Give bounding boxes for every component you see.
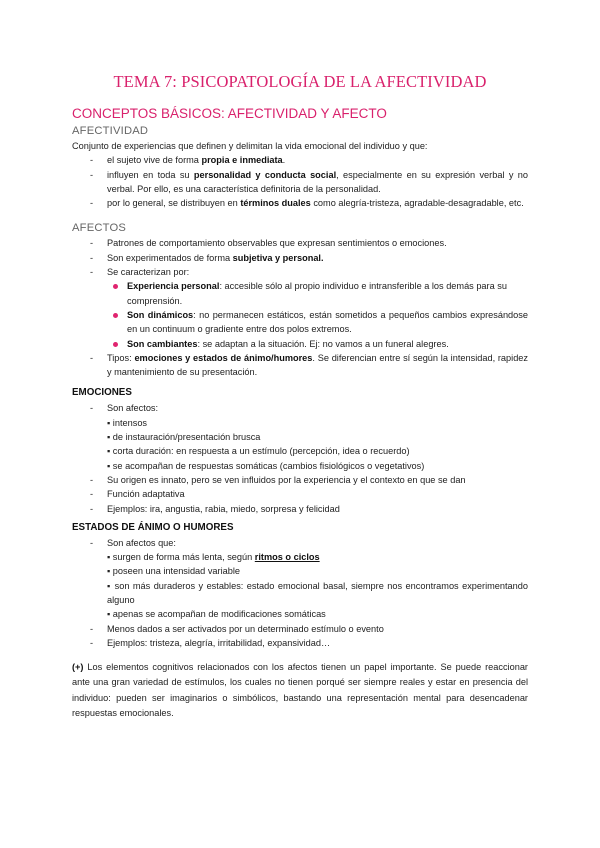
afectos-list: [72, 236, 528, 279]
bullet-item: Son cambiantes: se adaptan a la situación. Ej: no vamos a un funeral alegres.: [72, 337, 528, 351]
bullet-dot-icon: [113, 342, 118, 347]
bullet-item: Son dinámicos: no permanecen estáticos, están sometidos a pequeños cambios expresándose en un continuum o gradiente entre dos polos extremos.: [72, 308, 528, 337]
section-heading-conceptos: CONCEPTOS BÁSICOS: AFECTIVIDAD Y AFECTO: [72, 106, 387, 121]
list-item: - Su origen es innato, pero se ven influidos por la experiencia y el contexto en que se dan: [90, 474, 466, 485]
afectos-characteristics: [72, 279, 528, 350]
subheading-estados: ESTADOS DE ÁNIMO O HUMORES: [72, 521, 234, 533]
estados-subitem: ▪ poseen una intensidad variable: [107, 566, 240, 577]
list-item: - influyen en toda su personalidad y conducta social, especialmente en su expresión verbal y no verbal. Por ello, es una característica definitoria de la personalidad.: [90, 169, 528, 194]
list-item: - Patrones de comportamiento observables que expresan sentimientos o emociones.: [90, 238, 447, 249]
emociones-subitem: ▪ de instauración/presentación brusca: [107, 432, 261, 443]
bullet-dot-icon: [113, 284, 118, 289]
list-item: - Son experimentados de forma subjetiva y personal.: [90, 252, 324, 263]
list-item: - Son afectos:: [90, 403, 159, 414]
list-item: - por lo general, se distribuyen en términos duales como alegría-tristeza, agradable-desagradable, etc.: [90, 198, 524, 209]
note-mark: (+): [72, 662, 84, 673]
cognitive-note: (+) Los elementos cognitivos relacionados con los afectos tienen un papel importante. Se puede reaccionar ante una gran variedad de estímulos, los cuales no tienen porqué ser siempre reales y estar en presencia del individuo: pueden ser imaginarios o simbólicos, bastando una representación mental para desencadenar respuestas emocionales.: [72, 662, 528, 718]
list-item: - Ejemplos: ira, angustia, rabia, miedo, sorpresa y felicidad: [90, 503, 340, 514]
afectos-tipos: [72, 351, 528, 380]
bullet-item: Experiencia personal: accesible sólo al propio individuo e intransferible a los demás para su comprensión.: [72, 279, 528, 308]
emociones-subitem: ▪ se acompañan de respuestas somáticas (cambios fisiológicos o vegetativos): [107, 460, 425, 471]
emociones-subitem: ▪ intensos: [107, 417, 148, 428]
list-item: - Menos dados a ser activados por un determinado estímulo o evento: [90, 623, 384, 634]
list-item: - el sujeto vive de forma propia e inmediata.: [90, 155, 286, 166]
afectividad-intro: Conjunto de experiencias que definen y delimitan la vida emocional del individuo y que:: [72, 141, 428, 151]
list-item: - Ejemplos: tristeza, alegría, irritabilidad, expansividad…: [90, 637, 331, 648]
bullet-dot-icon: [113, 313, 118, 318]
estados-list: [72, 536, 528, 550]
list-item: - Función adaptativa: [90, 489, 185, 500]
list-item: - Se caracterizan por:: [90, 267, 190, 278]
emociones-list: [72, 401, 528, 415]
estados-list-2: [72, 622, 528, 651]
subheading-emociones: EMOCIONES: [72, 387, 132, 399]
emociones-list-2: [72, 473, 528, 516]
list-item: - Tipos: emociones y estados de ánimo/humores. Se diferencian entre sí según la intensidad, rapidez y mantenimiento de su presentación.: [90, 352, 529, 378]
subheading-afectividad: AFECTIVIDAD: [72, 125, 149, 137]
estados-subitem: ▪ surgen de forma más lenta, según ritmos o ciclos: [107, 552, 320, 563]
document-title: TEMA 7: PSICOPATOLOGÍA DE LA AFECTIVIDAD: [113, 72, 487, 91]
estados-subitem: ▪ son más duraderos y estables: estado emocional basal, siempre nos encontramos experimentando alguno: [107, 580, 528, 606]
list-item: - Son afectos que:: [90, 537, 176, 548]
subheading-afectos: AFECTOS: [72, 222, 127, 235]
afectividad-list: [72, 153, 528, 210]
emociones-subitem: ▪ corta duración: en respuesta a un estímulo (percepción, idea o recuerdo): [107, 446, 410, 457]
estados-subitem: ▪ apenas se acompañan de modificaciones somáticas: [107, 609, 326, 620]
